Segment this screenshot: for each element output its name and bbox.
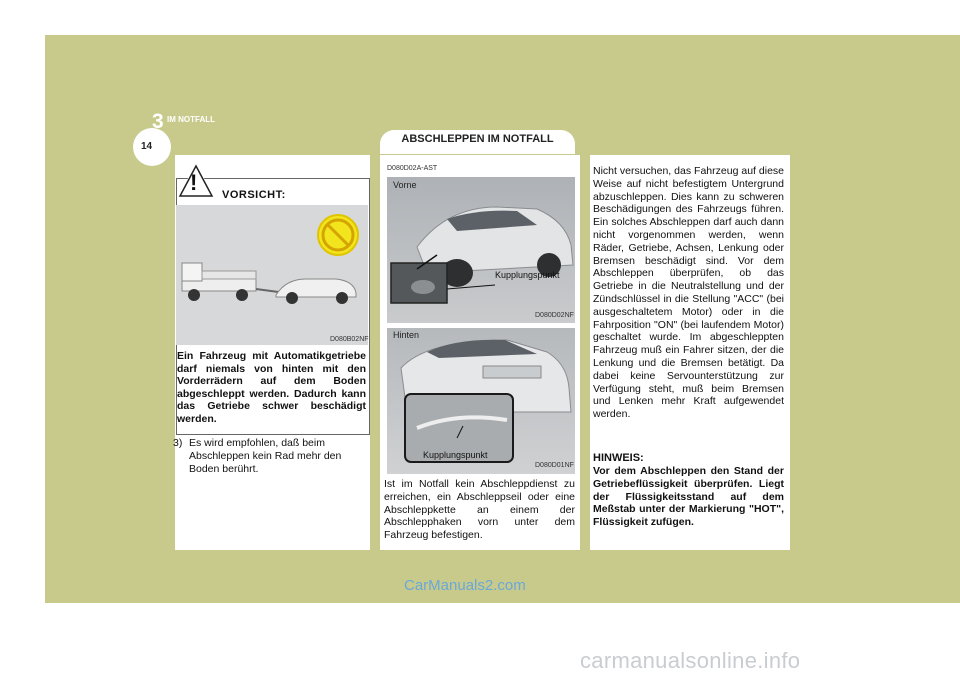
chapter-number: 3 — [152, 110, 164, 133]
rear-image-code: D080D01NF — [535, 462, 574, 469]
note-text: Vor dem Abschleppen den Stand der Getriebeflüssigkeit überprüfen. Liegt der Flüssigkeitsstand auf dem Meßstab unter der Markierung "HOT", Flüssigkeit zufügen. — [593, 465, 784, 529]
front-label: Vorne — [393, 180, 417, 190]
front-image-code: D080D02NF — [535, 312, 574, 319]
middle-body-text: Ist im Notfall kein Abschleppdienst zu erreichen, ein Abschleppseil oder eine Abschleppkette an einem der Abschlepphaken vorn unter dem Fahrzeug befestigen. — [384, 478, 575, 542]
section-code: D080D02A-AST — [387, 165, 438, 172]
watermark-bottom: carmanualsonline.info — [580, 648, 801, 673]
note-title: HINWEIS: — [593, 452, 644, 464]
watermark-top[interactable]: CarManuals2.com — [404, 577, 526, 594]
image-code: D080B02NF — [330, 336, 369, 343]
rear-photo — [387, 328, 575, 474]
chapter-title: IM NOTFALL — [167, 115, 215, 124]
rear-callout: Kupplungspunkt — [423, 450, 488, 460]
warning-text: Ein Fahrzeug mit Automatikgetriebe darf niemals von hinten mit den Vorderrädern auf dem Boden abgeschleppt werden. Dadurch kann das Getriebe schwer beschädigt werden. — [177, 350, 366, 425]
tow-truck-illustration — [176, 205, 368, 345]
list-item-number: 3) — [173, 437, 183, 449]
section-title: ABSCHLEPPEN IM NOTFALL — [401, 133, 554, 145]
tow-illustration — [176, 205, 368, 345]
list-item — [173, 437, 368, 476]
page-number: 14 — [141, 141, 153, 152]
rear-label: Hinten — [393, 330, 420, 340]
list-item-text: Es wird empfohlen, daß beim Abschleppen kein Rad mehr den Boden berührt. — [189, 437, 342, 475]
front-photo — [387, 177, 575, 323]
warning-symbol: ! — [190, 170, 198, 195]
front-car-photo — [387, 177, 575, 323]
front-callout: Kupplungspunkt — [495, 270, 560, 280]
warning-label: VORSICHT: — [222, 189, 286, 201]
right-body-text: Nicht versuchen, das Fahrzeug auf diese Weise auf nicht befestigtem Untergrund abzuschleppen. Dies kann zu schweren Beschädigungen des Fahrzeugs führen. Ein solches Abschleppen darf auch dann nicht vorgenommen werden, wenn Räder, Getriebe, Achsen, Lenkung oder Bremsen beschädigt sind. Vor dem Abschleppen überprüfen, ob das Getriebe in die Neutralstellung und der Zündschlüssel in die Stellung "ACC" (bei ausgeschaltetem Motor) oder in die Fahrposition "ON" (bei laufendem Motor) geschaltet wurde. Im abgeschleppten Fahrzeug muß ein Fahrer sitzen, der die Lenkung und die Bremsen betätigt. Da dabei keine Servounterstützung zur Verfügung steht, muß beim Bremsen und Lenken mehr Kraft aufgewendet werden. — [593, 165, 784, 421]
